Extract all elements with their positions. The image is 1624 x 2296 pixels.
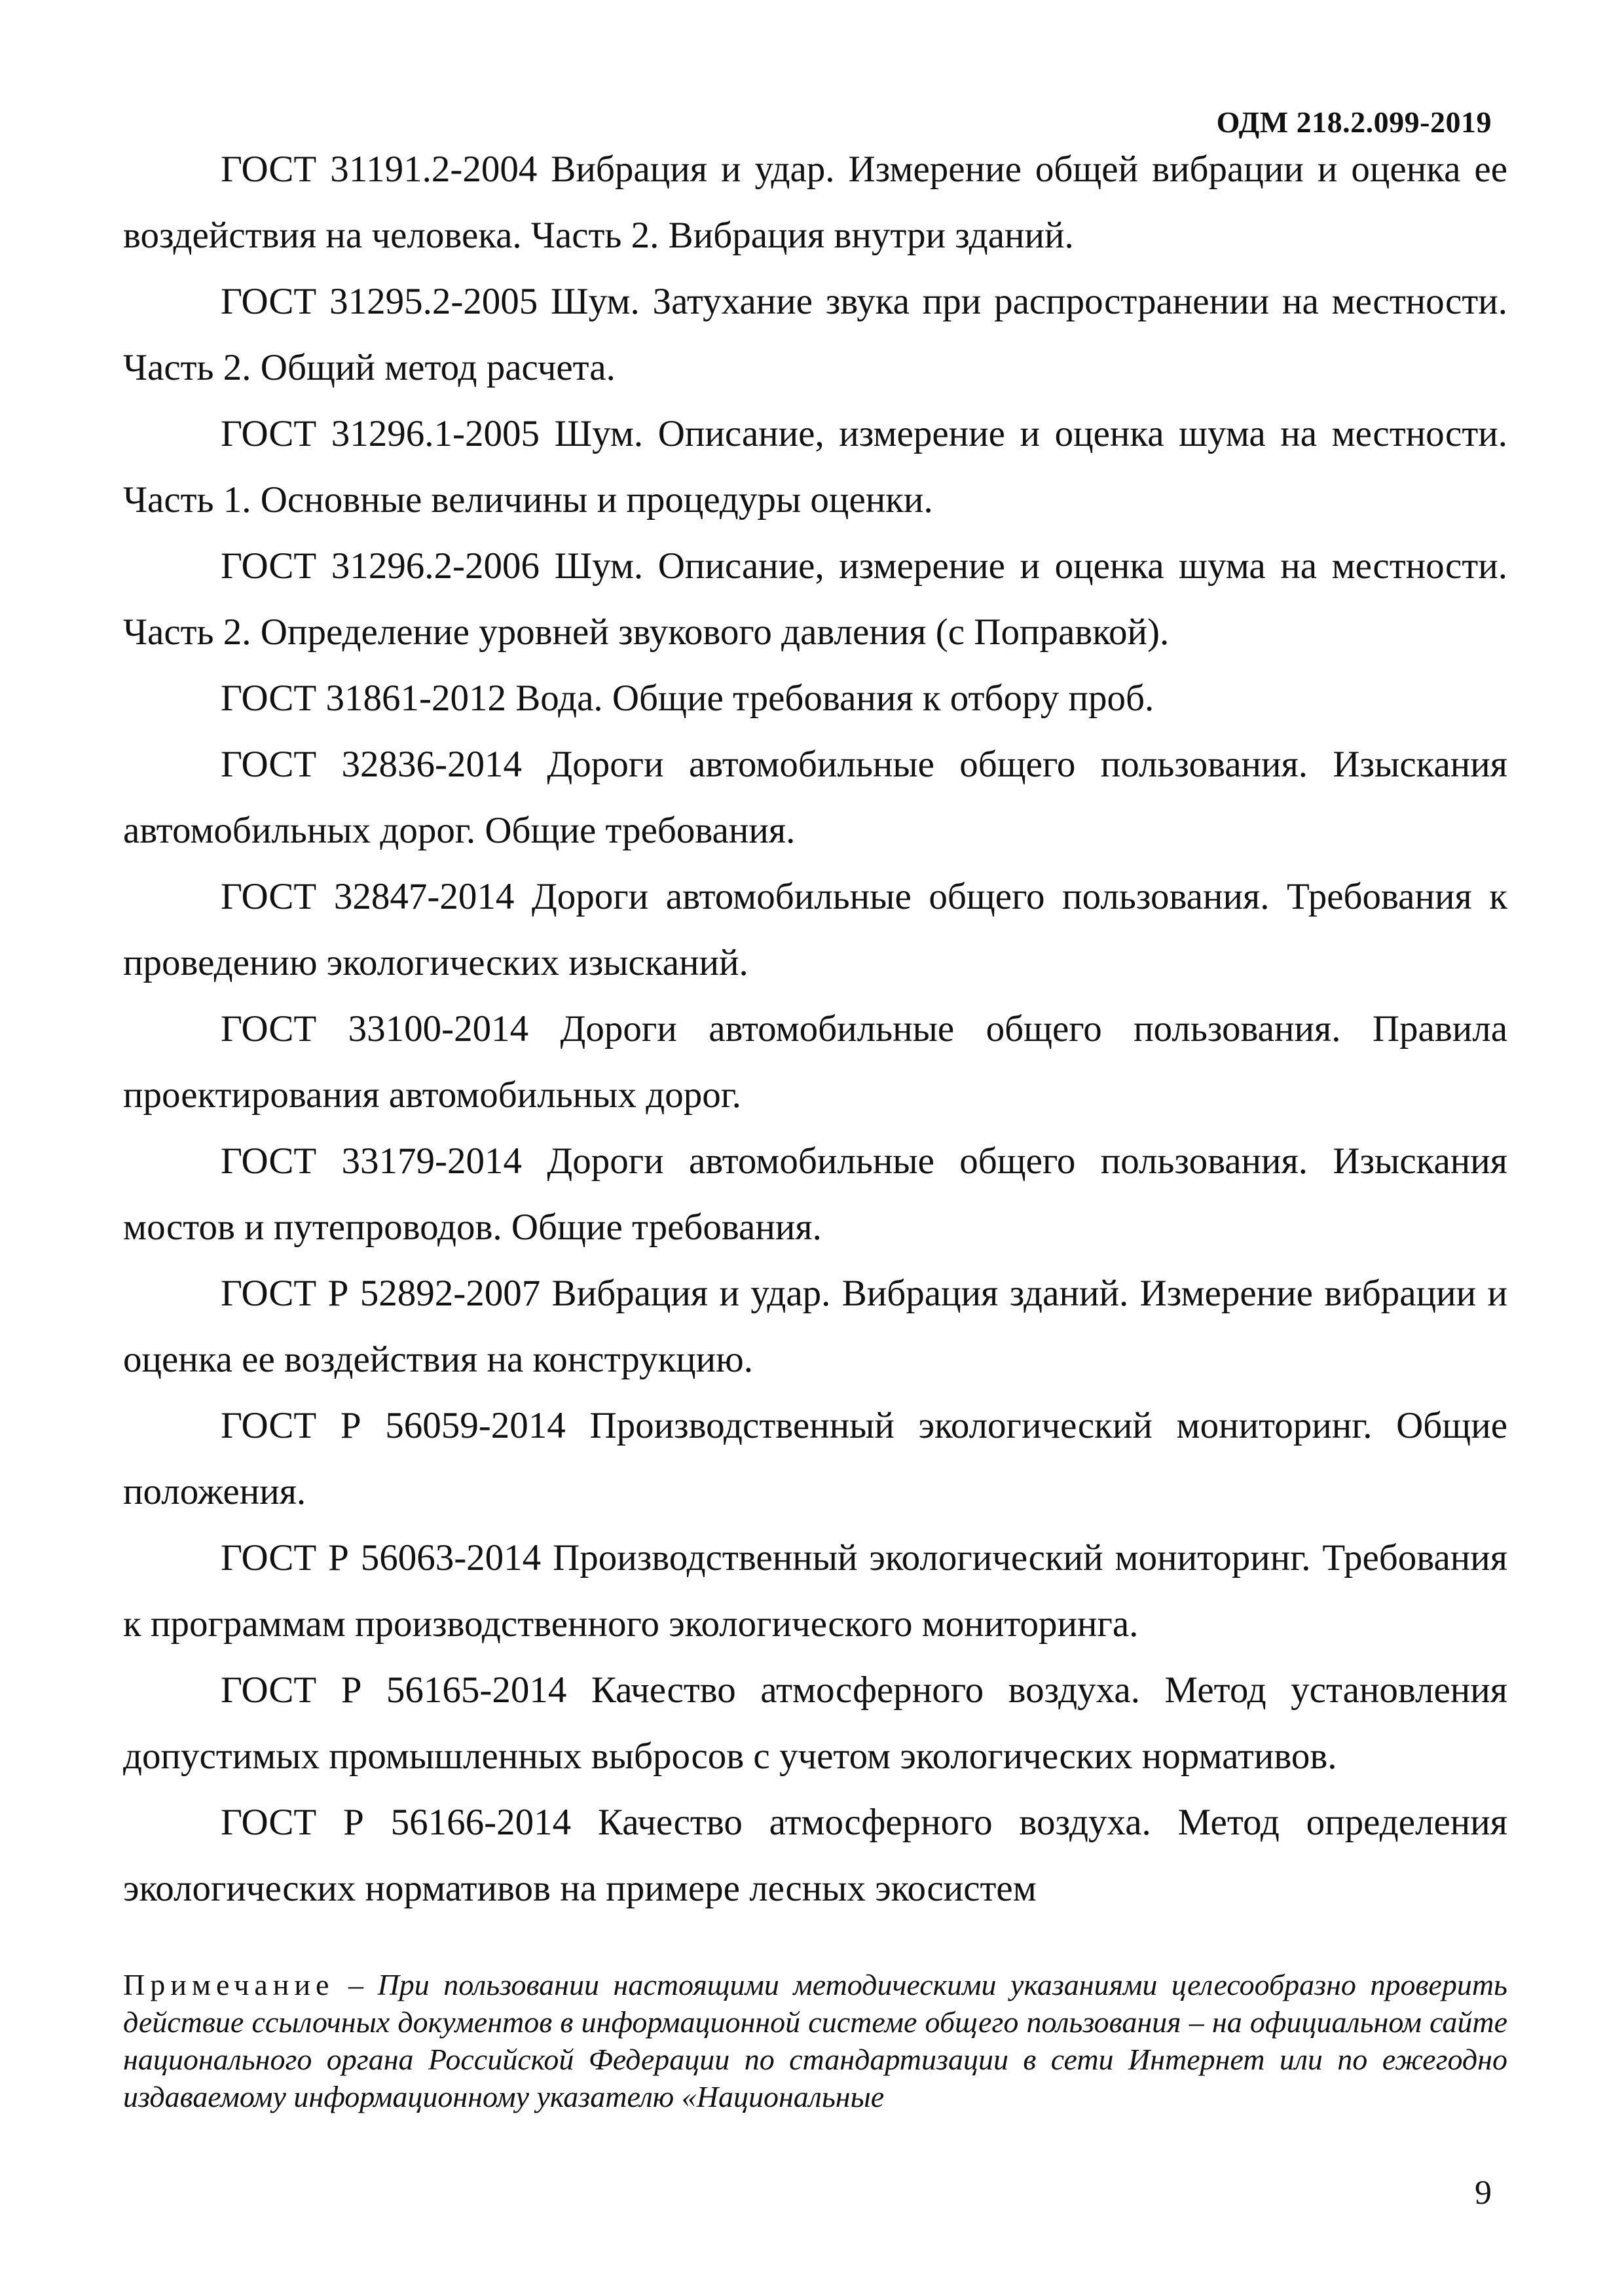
reference-item: ГОСТ Р 56166-2014 Качество атмосферного воздуха. Метод определения экологических нормативов на примере лесных экосистем (123, 1802, 1507, 1909)
reference-item: ГОСТ Р 56063-2014 Производственный экологический мониторинг. Требования к программам производственного экологического мониторинга. (123, 1537, 1507, 1645)
reference-item: ГОСТ 31191.2-2004 Вибрация и удар. Измерение общей вибрации и оценка ее воздействия на человека. Часть 2. Вибрация внутри зданий. (123, 149, 1507, 256)
reference-item: ГОСТ 31861-2012 Вода. Общие требования к отбору проб. (221, 678, 1154, 719)
reference-list (123, 136, 1507, 1922)
reference-item: ГОСТ 32847-2014 Дороги автомобильные общего пользования. Требования к проведению экологических изысканий. (123, 876, 1507, 983)
reference-item: ГОСТ 31295.2-2005 Шум. Затухание звука при распространении на местности. Часть 2. Общий метод расчета. (123, 281, 1507, 388)
document-code: ОДМ 218.2.099-2019 (1216, 105, 1492, 139)
reference-item: ГОСТ 31296.2-2006 Шум. Описание, измерение и оценка шума на местности. Часть 2. Определение уровней звукового давления (с Поправкой). (123, 545, 1507, 653)
note-paragraph (123, 1966, 1507, 2115)
page-number: 9 (1475, 2174, 1492, 2212)
reference-item: ГОСТ 33100-2014 Дороги автомобильные общего пользования. Правила проектирования автомобильных дорог. (123, 1008, 1507, 1116)
note-text: – При пользовании настоящими методическими указаниями целесообразно проверить действие ссылочных документов в информационной системе общего пользования – на официальном сайте национального органа Российской Федерации по стандартизации в сети Интернет или по ежегодно издаваемому информационному указателю «Национальные (123, 1968, 1507, 2113)
reference-item: ГОСТ 32836-2014 Дороги автомобильные общего пользования. Изыскания автомобильных дорог. Общие требования. (123, 744, 1507, 851)
note-label: Примечание (123, 1968, 335, 2001)
reference-item: ГОСТ Р 56165-2014 Качество атмосферного воздуха. Метод установления допустимых промышленных выбросов с учетом экологических нормативов. (123, 1669, 1507, 1777)
reference-item: ГОСТ 31296.1-2005 Шум. Описание, измерение и оценка шума на местности. Часть 1. Основные величины и процедуры оценки. (123, 413, 1507, 520)
reference-item: ГОСТ Р 56059-2014 Производственный экологический мониторинг. Общие положения. (123, 1405, 1507, 1512)
reference-item: ГОСТ 33179-2014 Дороги автомобильные общего пользования. Изыскания мостов и путепроводов. Общие требования. (123, 1140, 1507, 1248)
reference-item: ГОСТ Р 52892-2007 Вибрация и удар. Вибрация зданий. Измерение вибрации и оценка ее воздействия на конструкцию. (123, 1273, 1507, 1380)
